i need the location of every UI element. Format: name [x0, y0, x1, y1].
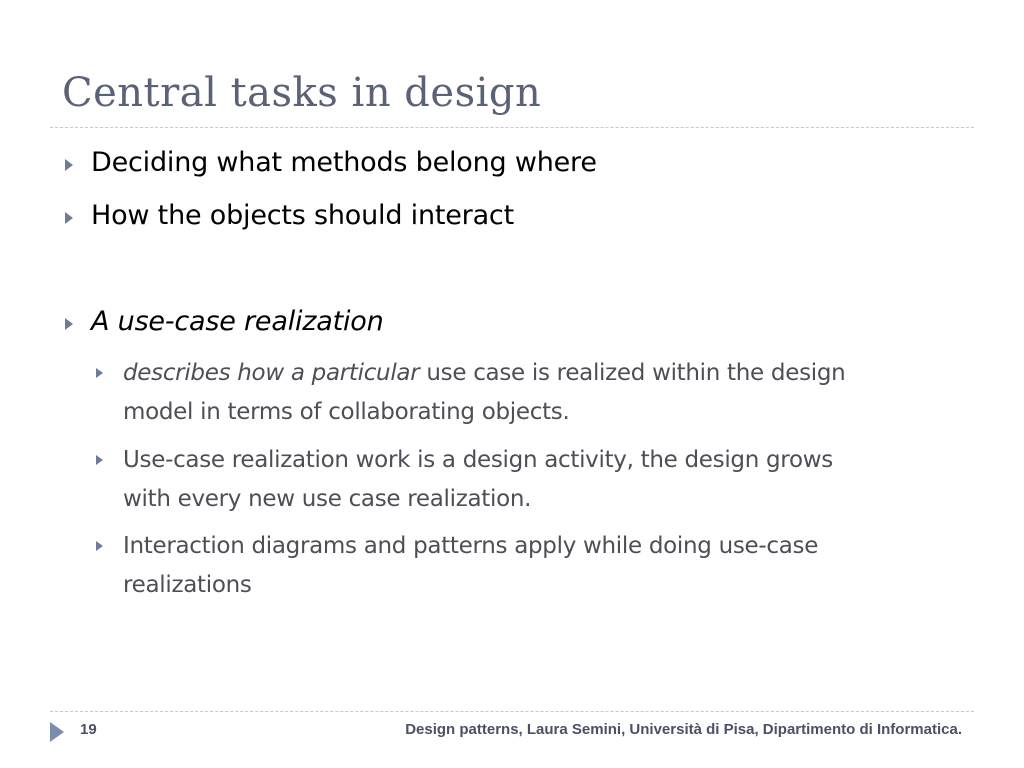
footer-arrow-icon: [50, 722, 64, 742]
sub-bullet-arrow-icon: [96, 368, 103, 378]
bullet-use-case-realization-text: A use-case realization: [91, 306, 384, 337]
sub-bullet-design-activity: [123, 441, 963, 519]
bullet-arrow-icon: [65, 318, 73, 330]
sub-bullet-describes-italic: describes how a particular: [123, 360, 420, 386]
title-divider: [50, 127, 974, 128]
bullet-use-case-realization: [91, 306, 384, 337]
sub-bullet-interaction-diagrams-line2: realizations: [123, 572, 252, 598]
sub-bullet-describes: [123, 354, 963, 432]
sub-bullet-interaction-diagrams: [123, 527, 963, 605]
sub-bullet-describes-line2: model in terms of collaborating objects.: [123, 399, 570, 425]
bullet-arrow-icon: [65, 159, 73, 171]
sub-bullet-interaction-diagrams-line1: Interaction diagrams and patterns apply while doing use-case: [123, 533, 819, 559]
footer-text: Design patterns, Laura Semini, Università di Pisa, Dipartimento di Informatica.: [405, 721, 962, 738]
page-number: 19: [80, 721, 97, 738]
sub-bullet-design-activity-line2: with every new use case realization.: [123, 486, 532, 512]
sub-bullet-arrow-icon: [96, 541, 103, 551]
sub-bullet-arrow-icon: [96, 455, 103, 465]
bullet-arrow-icon: [65, 212, 73, 224]
footer-divider: [50, 711, 974, 712]
sub-bullet-design-activity-line1: Use-case realization work is a design activity, the design grows: [123, 447, 833, 473]
sub-bullet-describes-line1: use case is realized within the design: [419, 360, 846, 386]
bullet-deciding-methods: Deciding what methods belong where: [91, 147, 597, 178]
bullet-objects-interact: How the objects should interact: [91, 200, 514, 231]
slide-title: Central tasks in design: [62, 70, 542, 116]
